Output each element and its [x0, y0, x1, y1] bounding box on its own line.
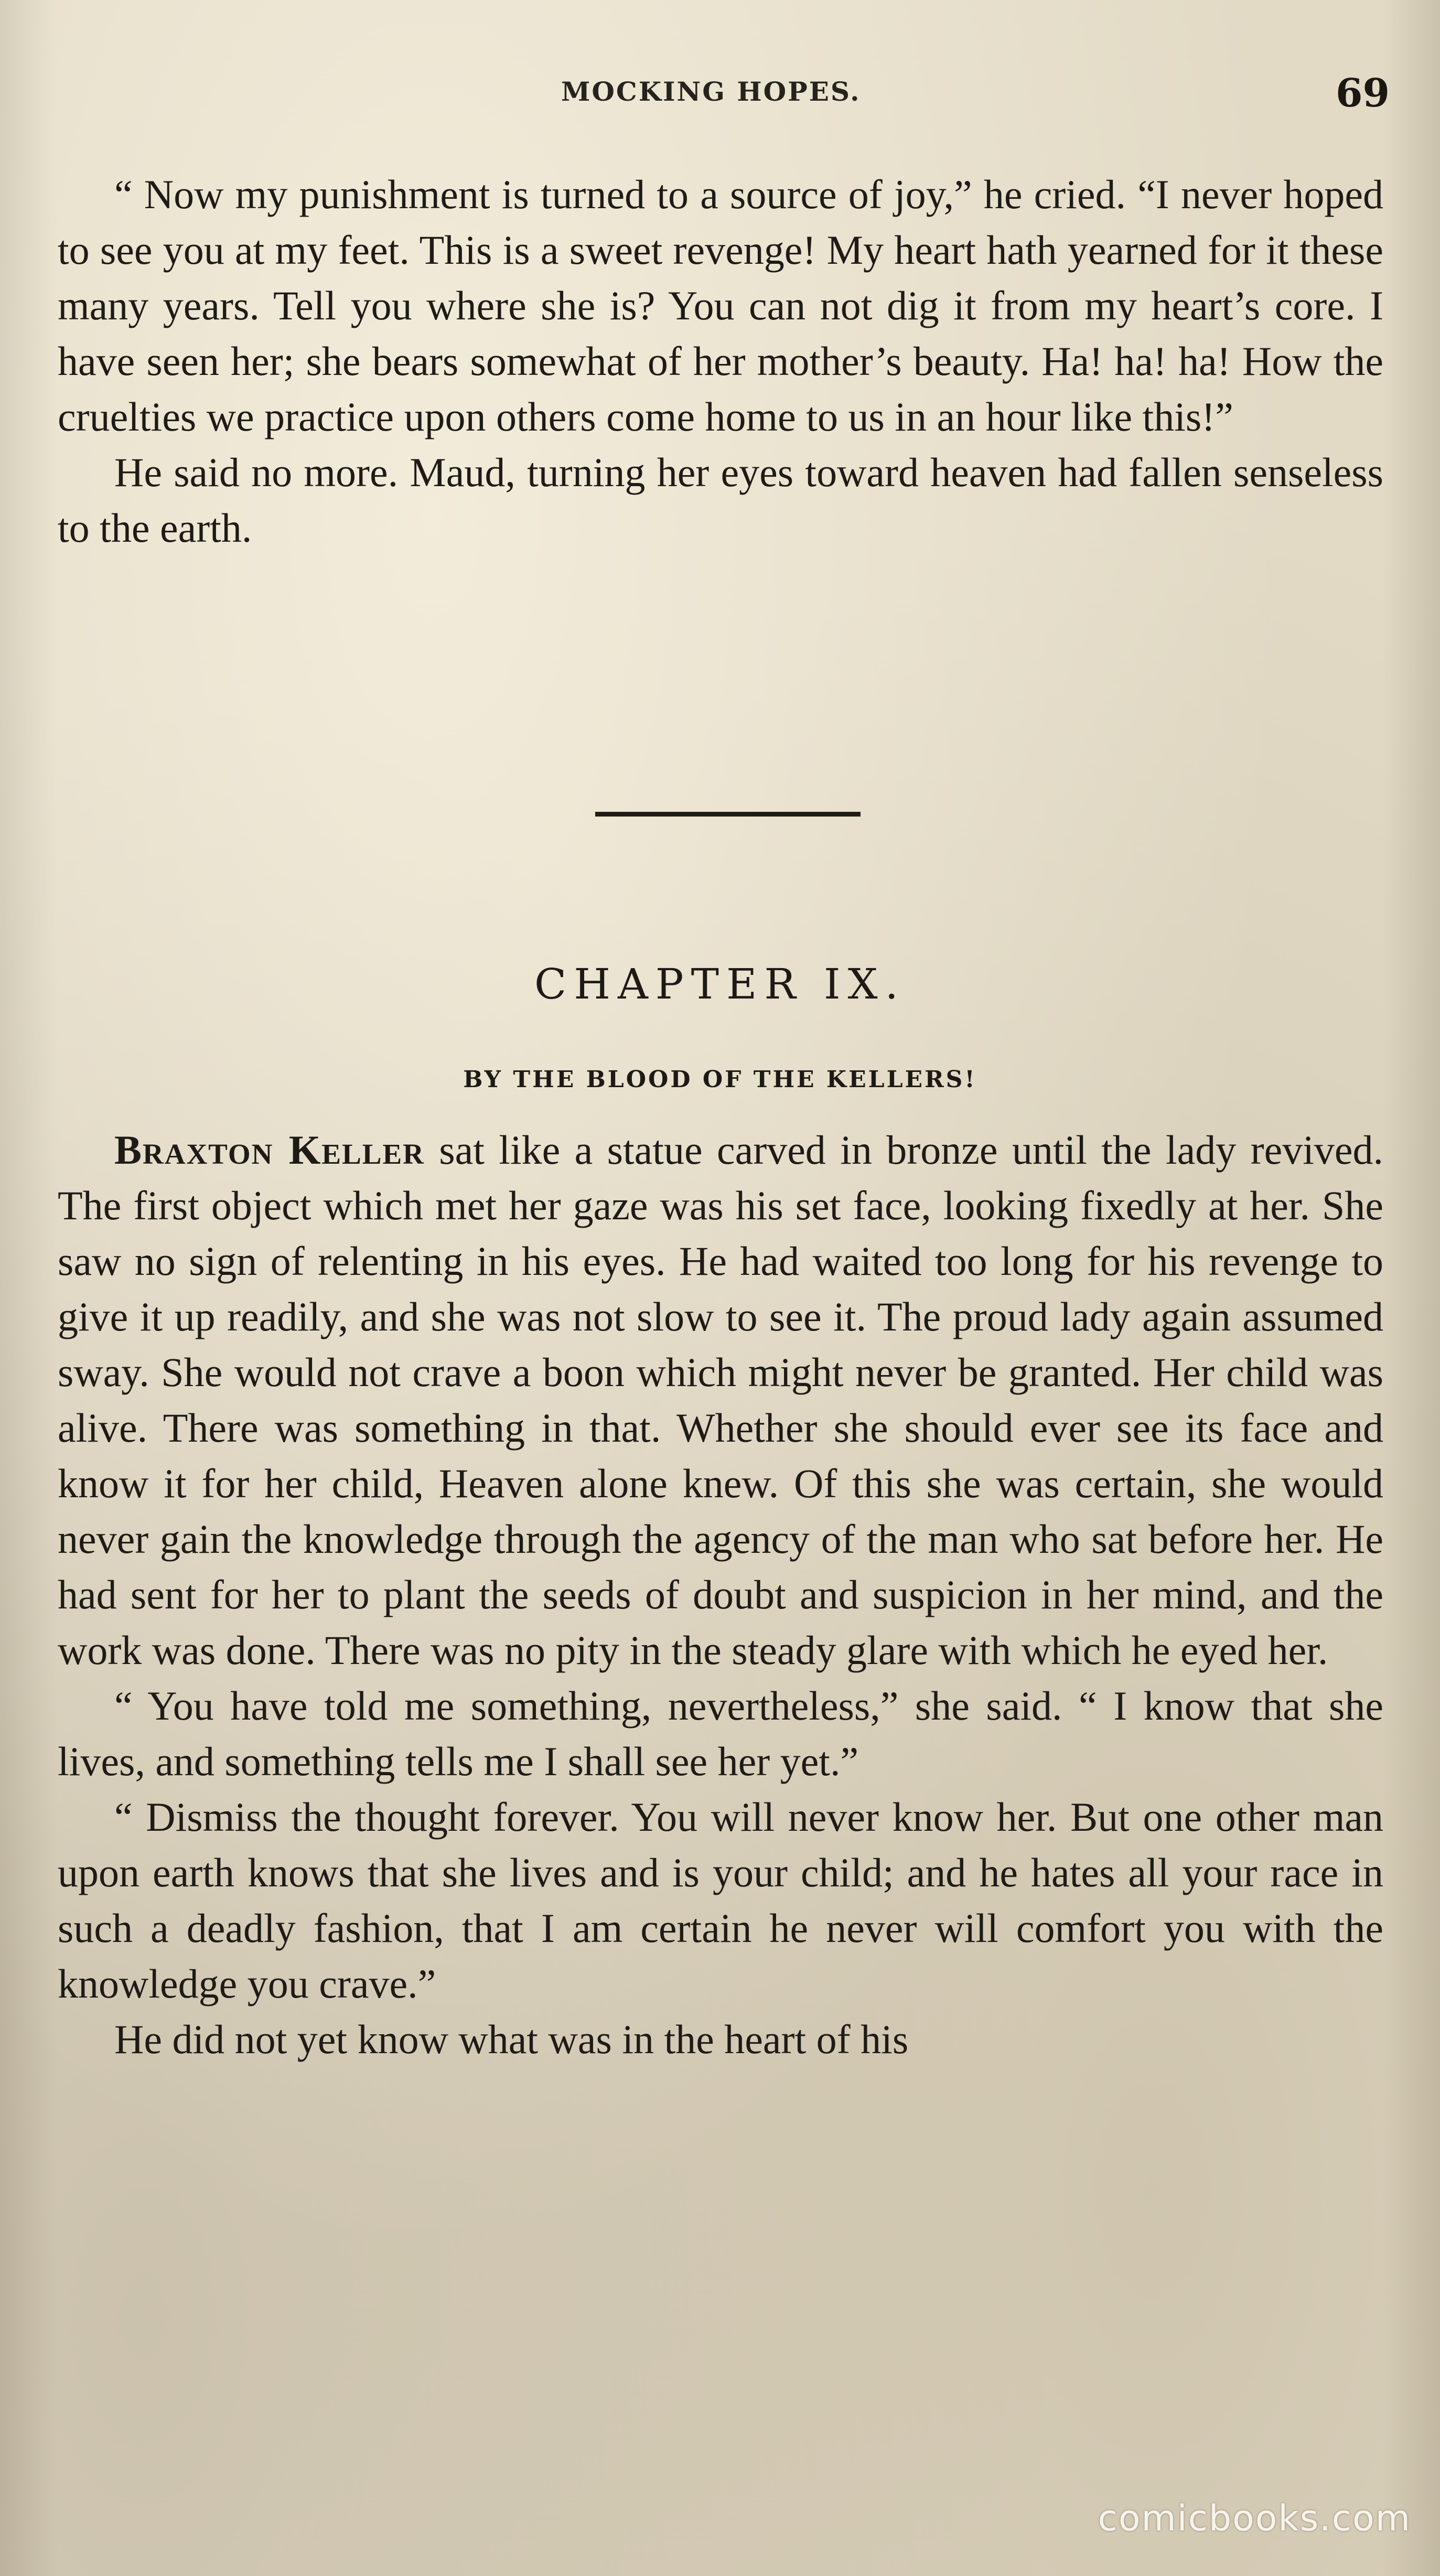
paragraph-she-said: “ You have told me something, nevertheless,” she said. “ I know that she lives, and something tells me I shall see her yet.” — [58, 1683, 1383, 1784]
paragraph-maud-fainted: He said no more. Maud, turning her eyes toward heaven had fallen senseless to the earth. — [58, 449, 1383, 551]
closing-text-block — [58, 167, 1383, 556]
running-head: MOCKING HOPES. — [561, 76, 861, 107]
character-name: Braxton Keller — [114, 1127, 425, 1173]
chapter-subtitle: BY THE BLOOD OF THE KELLERS! — [463, 1066, 977, 1093]
page-number: 69 — [1336, 71, 1390, 116]
watermark: comicbooks.com — [1098, 2498, 1411, 2539]
paragraph-text: sat like a statue carved in bronze until the lady revived. The first object which met her gaze was his set face, looking fixedly at her. She saw no sign of relenting in his eyes. He had waited too long for his revenge to give it up readily, and she was not slow to see it. The proud lady again assumed sway. She would not crave a boon which might never be granted. Her child was alive. There was something in that. Whether she should ever see its face and know it for her child, Heaven alone knew. Of this she was certain, she would never gain the knowledge through the agency of the man who sat before her. He had sent for her to plant the seeds of doubt and suspicion in her mind, and the work was done. There was no pity in the steady glare with which he eyed her. — [58, 1127, 1383, 1673]
paragraph-dismiss-thought: “ Dismiss the thought forever. You will never know her. But one other man upon earth knows that she lives and is your child; and he hates all your race in such a deadly fashion, that I am certain he never will comfort you with the knowledge you crave.” — [58, 1794, 1383, 2006]
chapter-title: CHAPTER IX. — [534, 960, 906, 1008]
paragraph-heart-of-his: He did not yet know what was in the heart of his — [114, 2016, 909, 2062]
section-divider — [595, 812, 861, 817]
chapter-body — [58, 1122, 1383, 2067]
paragraph-punishment: “ Now my punishment is turned to a source of joy,” he cried. “I never hoped to see you at my feet. This is a sweet revenge! My heart hath yearned for it these many years. Tell you where she is? You can not dig it from my heart’s core. I have seen her; she bears somewhat of her mother’s beauty. Ha! ha! ha! How the cruelties we practice upon others come home to us in an hour like this!” — [58, 171, 1383, 439]
paragraph-braxton-keller — [58, 1122, 1383, 1678]
page-header — [0, 71, 1440, 118]
